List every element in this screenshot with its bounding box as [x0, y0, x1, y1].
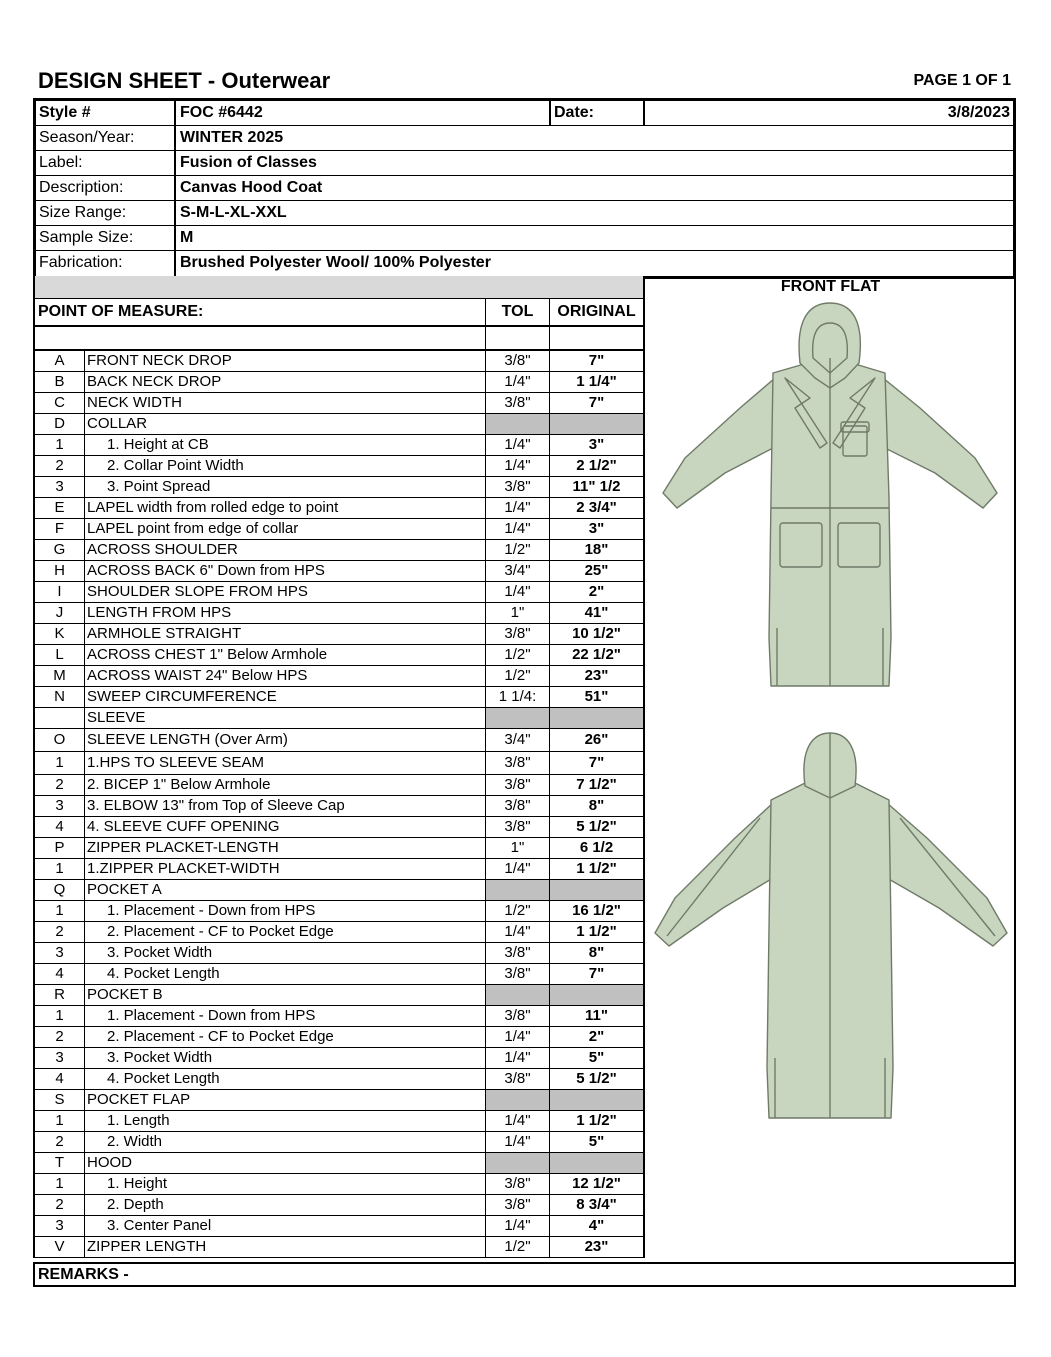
- table-row: [35, 752, 643, 775]
- row-tolerance: 3/8": [486, 817, 550, 837]
- row-code: 1: [35, 1111, 85, 1131]
- table-row: [35, 838, 643, 859]
- row-measure-name: ARMHOLE STRAIGHT: [85, 624, 486, 644]
- row-original: 7 1/2": [576, 776, 617, 793]
- row-original: 5 1/2": [576, 1070, 617, 1087]
- table-row: [35, 456, 643, 477]
- table-row: [35, 901, 643, 922]
- row-original: 11": [585, 1007, 608, 1024]
- header-original: ORIGINAL: [557, 303, 636, 320]
- info-row-fabrication: [36, 251, 1013, 276]
- row-tolerance: 3/8": [486, 1006, 550, 1026]
- row-tolerance: 1/4": [486, 1132, 550, 1152]
- row-original: 1 1/2": [576, 923, 617, 940]
- table-row: [35, 729, 643, 752]
- row-original: 5": [588, 1049, 605, 1066]
- table-row: [35, 859, 643, 880]
- row-code: R: [35, 985, 85, 1005]
- row-measure-name: 2. Depth: [85, 1195, 486, 1215]
- row-measure-name: 2. Width: [85, 1132, 486, 1152]
- row-code: D: [35, 414, 85, 434]
- page-number: PAGE 1 OF 1: [913, 72, 1011, 89]
- row-tolerance: 3/8": [486, 1174, 550, 1194]
- row-tolerance: 3/8": [486, 964, 550, 984]
- date-label: Date:: [549, 101, 645, 125]
- row-tolerance: 1/2": [486, 540, 550, 560]
- table-section-row: [35, 985, 643, 1006]
- coat-back-sketch: [645, 728, 1016, 1138]
- row-tolerance: 3/8": [486, 393, 550, 413]
- row-measure-name: 1. Height: [85, 1174, 486, 1194]
- row-tolerance: 1/4": [486, 1048, 550, 1068]
- row-original: 51": [584, 688, 609, 705]
- row-code: P: [35, 838, 85, 858]
- row-code: A: [35, 351, 85, 371]
- row-code: I: [35, 582, 85, 602]
- row-tolerance: 1/4": [486, 456, 550, 476]
- row-measure-name: NECK WIDTH: [85, 393, 486, 413]
- row-original: 7": [588, 754, 605, 771]
- fabrication-value: Brushed Polyester Wool/ 100% Polyester: [180, 254, 491, 271]
- row-code: J: [35, 603, 85, 623]
- row-code: T: [35, 1153, 85, 1173]
- table-row: [35, 1195, 643, 1216]
- row-original: 7": [588, 394, 605, 411]
- row-measure-name: 1. Length: [85, 1111, 486, 1131]
- style-value: FOC #6442: [180, 104, 263, 121]
- row-original: 7": [588, 965, 605, 982]
- table-row: [35, 519, 643, 540]
- row-measure-name: 2. BICEP 1" Below Armhole: [85, 775, 486, 795]
- table-section-row: [35, 1090, 643, 1111]
- row-measure-name: 1.HPS TO SLEEVE SEAM: [85, 752, 486, 774]
- row-measure-name: 3. Point Spread: [85, 477, 486, 497]
- measurement-table: [33, 276, 645, 1258]
- info-row-sample-size: [36, 226, 1013, 251]
- row-code: C: [35, 393, 85, 413]
- row-tolerance: [486, 708, 550, 728]
- row-measure-name: 2. Placement - CF to Pocket Edge: [85, 1027, 486, 1047]
- table-row: [35, 817, 643, 838]
- table-gray-bar: [35, 276, 643, 299]
- table-row: [35, 1216, 643, 1237]
- sample-size-label: Sample Size:: [36, 226, 176, 250]
- row-original: 7": [588, 352, 605, 369]
- row-code: V: [35, 1237, 85, 1257]
- row-code: 1: [35, 752, 85, 774]
- row-tolerance: 1/4": [486, 922, 550, 942]
- row-original: [550, 985, 643, 1005]
- row-original: 2 1/2": [576, 457, 617, 474]
- row-measure-name: 4. SLEEVE CUFF OPENING: [85, 817, 486, 837]
- coat-front-sketch: [645, 298, 1016, 718]
- table-row: [35, 393, 643, 414]
- row-code: B: [35, 372, 85, 392]
- row-original: 8 3/4": [576, 1196, 617, 1213]
- row-measure-name: POCKET A: [85, 880, 486, 900]
- table-row: [35, 922, 643, 943]
- row-tolerance: 3/8": [486, 752, 550, 774]
- row-original: 2": [588, 583, 605, 600]
- row-measure-name: 1. Height at CB: [85, 435, 486, 455]
- row-tolerance: 3/8": [486, 1069, 550, 1089]
- table-row: [35, 1174, 643, 1195]
- row-code: [35, 708, 85, 728]
- row-tolerance: 3/8": [486, 1195, 550, 1215]
- row-tolerance: 1/4": [486, 498, 550, 518]
- row-original: [550, 1153, 643, 1173]
- row-code: 1: [35, 1006, 85, 1026]
- description-label: Description:: [36, 176, 176, 200]
- season-label: Season/Year:: [36, 126, 176, 150]
- table-row: [35, 498, 643, 519]
- table-row: [35, 666, 643, 687]
- row-code: K: [35, 624, 85, 644]
- sheet-title: DESIGN SHEET - Outerwear: [38, 68, 331, 93]
- row-tolerance: 1/4": [486, 1027, 550, 1047]
- size-range-label: Size Range:: [36, 201, 176, 225]
- row-original: 3": [588, 436, 605, 453]
- row-original: 1 1/2": [576, 1112, 617, 1129]
- row-tolerance: 3/8": [486, 943, 550, 963]
- row-original: 5 1/2": [576, 818, 617, 835]
- row-measure-name: COLLAR: [85, 414, 486, 434]
- row-code: 3: [35, 1216, 85, 1236]
- row-tolerance: 1/2": [486, 901, 550, 921]
- table-row: [35, 435, 643, 456]
- table-row: [35, 964, 643, 985]
- row-tolerance: [486, 985, 550, 1005]
- row-original: 5": [588, 1133, 605, 1150]
- row-measure-name: 2. Collar Point Width: [85, 456, 486, 476]
- row-code: 2: [35, 775, 85, 795]
- row-tolerance: 1 1/4:: [486, 687, 550, 707]
- row-tolerance: 1/4": [486, 582, 550, 602]
- row-original: 1 1/2": [576, 860, 617, 877]
- row-code: 4: [35, 964, 85, 984]
- row-code: 1: [35, 1174, 85, 1194]
- row-measure-name: FRONT NECK DROP: [85, 351, 486, 371]
- row-code: 2: [35, 1195, 85, 1215]
- row-code: 3: [35, 943, 85, 963]
- row-code: S: [35, 1090, 85, 1110]
- row-code: 3: [35, 1048, 85, 1068]
- row-code: 3: [35, 477, 85, 497]
- row-measure-name: ZIPPER LENGTH: [85, 1237, 486, 1257]
- table-row: [35, 796, 643, 817]
- row-measure-name: ACROSS SHOULDER: [85, 540, 486, 560]
- front-left-sleeve: [663, 378, 775, 508]
- row-tolerance: 3/8": [486, 624, 550, 644]
- row-original: 8": [588, 797, 605, 814]
- row-code: 3: [35, 796, 85, 816]
- row-measure-name: 4. Pocket Length: [85, 964, 486, 984]
- row-tolerance: 1/4": [486, 859, 550, 879]
- front-flat-title: FRONT FLAT: [780, 278, 881, 295]
- row-code: N: [35, 687, 85, 707]
- table-row: [35, 603, 643, 624]
- sample-size-value: M: [180, 229, 194, 246]
- table-row: [35, 351, 643, 372]
- row-original: 8": [588, 944, 605, 961]
- row-code: G: [35, 540, 85, 560]
- row-code: M: [35, 666, 85, 686]
- table-row: [35, 1006, 643, 1027]
- row-measure-name: SHOULDER SLOPE FROM HPS: [85, 582, 486, 602]
- table-section-row: [35, 414, 643, 435]
- row-original: 4": [588, 1217, 605, 1234]
- row-measure-name: 1. Placement - Down from HPS: [85, 901, 486, 921]
- info-row-season: [36, 126, 1013, 151]
- table-section-row: [35, 708, 643, 729]
- row-original: 16 1/2": [572, 902, 621, 919]
- description-value: Canvas Hood Coat: [180, 179, 323, 196]
- label-value: Fusion of Classes: [180, 154, 317, 171]
- row-original: 10 1/2": [572, 625, 621, 642]
- row-tolerance: 3/4": [486, 729, 550, 751]
- size-range-value: S-M-L-XL-XXL: [180, 204, 287, 221]
- table-row: [35, 1048, 643, 1069]
- date-value: 3/8/2023: [947, 104, 1010, 121]
- row-original: 1 1/4": [576, 373, 617, 390]
- row-tolerance: 1/4": [486, 1111, 550, 1131]
- row-tolerance: 1/2": [486, 666, 550, 686]
- info-row-label: [36, 151, 1013, 176]
- table-row: [35, 1237, 643, 1258]
- table-row: [35, 943, 643, 964]
- row-measure-name: SWEEP CIRCUMFERENCE: [85, 687, 486, 707]
- row-original: 18": [584, 541, 609, 558]
- info-row-style: [36, 101, 1013, 126]
- row-tolerance: [486, 1153, 550, 1173]
- row-original: [550, 880, 643, 900]
- row-tolerance: 3/4": [486, 561, 550, 581]
- row-measure-name: 2. Placement - CF to Pocket Edge: [85, 922, 486, 942]
- header-point-of-measure: POINT OF MEASURE:: [35, 299, 486, 325]
- row-measure-name: 4. Pocket Length: [85, 1069, 486, 1089]
- style-label: Style #: [36, 101, 176, 125]
- row-measure-name: LAPEL point from edge of collar: [85, 519, 486, 539]
- front-flat-panel: [645, 276, 1016, 1262]
- row-measure-name: HOOD: [85, 1153, 486, 1173]
- row-original: [550, 414, 643, 434]
- row-original: 2 3/4": [576, 499, 617, 516]
- row-measure-name: ACROSS WAIST 24" Below HPS: [85, 666, 486, 686]
- row-original: 6 1/2: [579, 839, 614, 856]
- table-row: [35, 775, 643, 796]
- row-tolerance: 1/4": [486, 372, 550, 392]
- date-cells: [549, 101, 1013, 125]
- row-code: 1: [35, 435, 85, 455]
- table-section-row: [35, 1153, 643, 1174]
- row-code: 1: [35, 901, 85, 921]
- row-original: [550, 1090, 643, 1110]
- row-tolerance: 3/8": [486, 351, 550, 371]
- row-measure-name: 1. Placement - Down from HPS: [85, 1006, 486, 1026]
- row-tolerance: 1": [486, 838, 550, 858]
- row-tolerance: 1/2": [486, 645, 550, 665]
- remarks-row: REMARKS -: [33, 1262, 1016, 1287]
- row-code: E: [35, 498, 85, 518]
- table-row: [35, 540, 643, 561]
- row-tolerance: 3/8": [486, 477, 550, 497]
- row-measure-name: 3. ELBOW 13" from Top of Sleeve Cap: [85, 796, 486, 816]
- row-original: 3": [588, 520, 605, 537]
- row-measure-name: ACROSS BACK 6" Down from HPS: [85, 561, 486, 581]
- row-code: 1: [35, 859, 85, 879]
- row-code: 2: [35, 922, 85, 942]
- row-original: 25": [584, 562, 609, 579]
- row-original: 23": [584, 667, 609, 684]
- row-tolerance: 1": [486, 603, 550, 623]
- info-row-size-range: [36, 201, 1013, 226]
- row-measure-name: ZIPPER PLACKET-LENGTH: [85, 838, 486, 858]
- row-measure-name: POCKET B: [85, 985, 486, 1005]
- front-right-sleeve: [883, 378, 997, 508]
- row-tolerance: 3/8": [486, 796, 550, 816]
- row-original: 23": [584, 1238, 609, 1255]
- row-tolerance: [486, 880, 550, 900]
- table-row: [35, 1132, 643, 1153]
- row-tolerance: 1/4": [486, 435, 550, 455]
- info-table: [33, 98, 1016, 279]
- row-original: 11" 1/2: [572, 478, 621, 495]
- table-section-row: [35, 880, 643, 901]
- row-tolerance: [486, 1090, 550, 1110]
- row-measure-name: 3. Pocket Width: [85, 1048, 486, 1068]
- row-tolerance: 3/8": [486, 775, 550, 795]
- row-original: 2": [588, 1028, 605, 1045]
- row-measure-name: BACK NECK DROP: [85, 372, 486, 392]
- row-measure-name: LENGTH FROM HPS: [85, 603, 486, 623]
- row-measure-name: SLEEVE: [85, 708, 486, 728]
- row-code: 4: [35, 1069, 85, 1089]
- row-code: 2: [35, 1027, 85, 1047]
- row-measure-name: POCKET FLAP: [85, 1090, 486, 1110]
- table-row: [35, 582, 643, 603]
- row-tolerance: 1/4": [486, 1216, 550, 1236]
- row-code: 4: [35, 817, 85, 837]
- row-measure-name: LAPEL width from rolled edge to point: [85, 498, 486, 518]
- table-row: [35, 1027, 643, 1048]
- row-code: O: [35, 729, 85, 751]
- row-original: 26": [584, 731, 609, 748]
- row-code: F: [35, 519, 85, 539]
- row-code: 2: [35, 456, 85, 476]
- table-row: [35, 645, 643, 666]
- row-measure-name: 1.ZIPPER PLACKET-WIDTH: [85, 859, 486, 879]
- row-code: Q: [35, 880, 85, 900]
- row-measure-name: 3. Center Panel: [85, 1216, 486, 1236]
- row-tolerance: 1/4": [486, 519, 550, 539]
- table-row: [35, 624, 643, 645]
- row-tolerance: [486, 414, 550, 434]
- row-original: 12 1/2": [572, 1175, 621, 1192]
- header-tol: TOL: [486, 299, 550, 325]
- table-row: [35, 561, 643, 582]
- row-measure-name: ACROSS CHEST 1" Below Armhole: [85, 645, 486, 665]
- row-original: [550, 708, 643, 728]
- table-blank-row: [35, 327, 643, 351]
- row-tolerance: 1/2": [486, 1237, 550, 1257]
- row-measure-name: SLEEVE LENGTH (Over Arm): [85, 729, 486, 751]
- table-row: [35, 687, 643, 708]
- table-row: [35, 1069, 643, 1090]
- table-row: [35, 1111, 643, 1132]
- row-code: L: [35, 645, 85, 665]
- table-body: [35, 351, 643, 1258]
- row-original: 22 1/2": [572, 646, 621, 663]
- row-code: 2: [35, 1132, 85, 1152]
- fabrication-label: Fabrication:: [36, 251, 176, 276]
- row-original: 41": [584, 604, 609, 621]
- info-row-description: [36, 176, 1013, 201]
- table-header: [35, 299, 643, 327]
- table-row: [35, 372, 643, 393]
- row-code: H: [35, 561, 85, 581]
- season-value: WINTER 2025: [180, 129, 284, 146]
- table-row: [35, 477, 643, 498]
- row-measure-name: 3. Pocket Width: [85, 943, 486, 963]
- label-label: Label:: [36, 151, 176, 175]
